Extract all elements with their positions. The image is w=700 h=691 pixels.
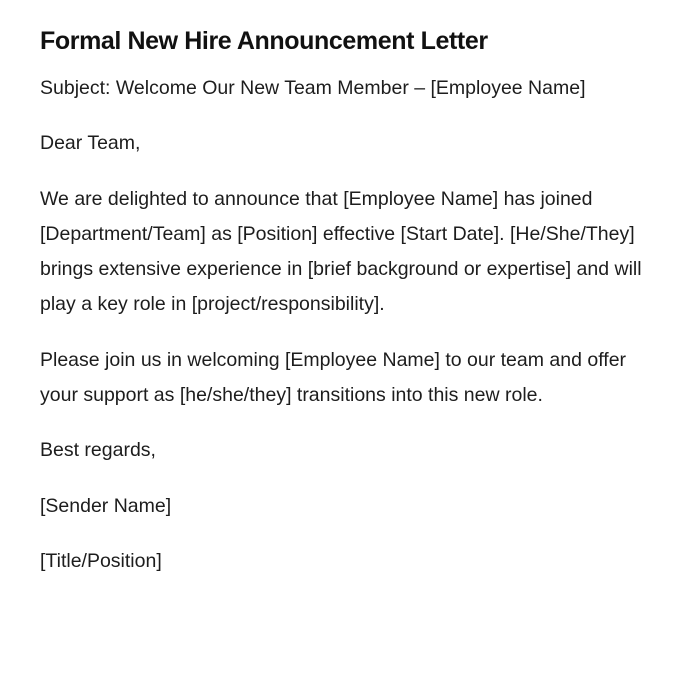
greeting: Dear Team, <box>40 132 141 155</box>
subject-line: Subject: Welcome Our New Team Member – [Employee Name] <box>40 77 586 99</box>
sender-name: [Sender Name] <box>40 494 172 517</box>
document-title: Formal New Hire Announcement Letter <box>40 27 488 55</box>
body-paragraph-announcement: We are delighted to announce that [Employee Name] has joined [Department/Team] as [Position] effective [Start Date]. [He/She/They] brings extensive experience in [brief background or expertise] and will play a key role in [project/responsibility]. <box>40 187 642 316</box>
body-paragraph-welcome: Please join us in welcoming [Employee Name] to our team and offer your support as [he/she/they] transitions into this new role. <box>40 348 627 407</box>
closing-line: Best regards, <box>40 439 156 462</box>
sender-title: [Title/Position] <box>40 549 162 572</box>
